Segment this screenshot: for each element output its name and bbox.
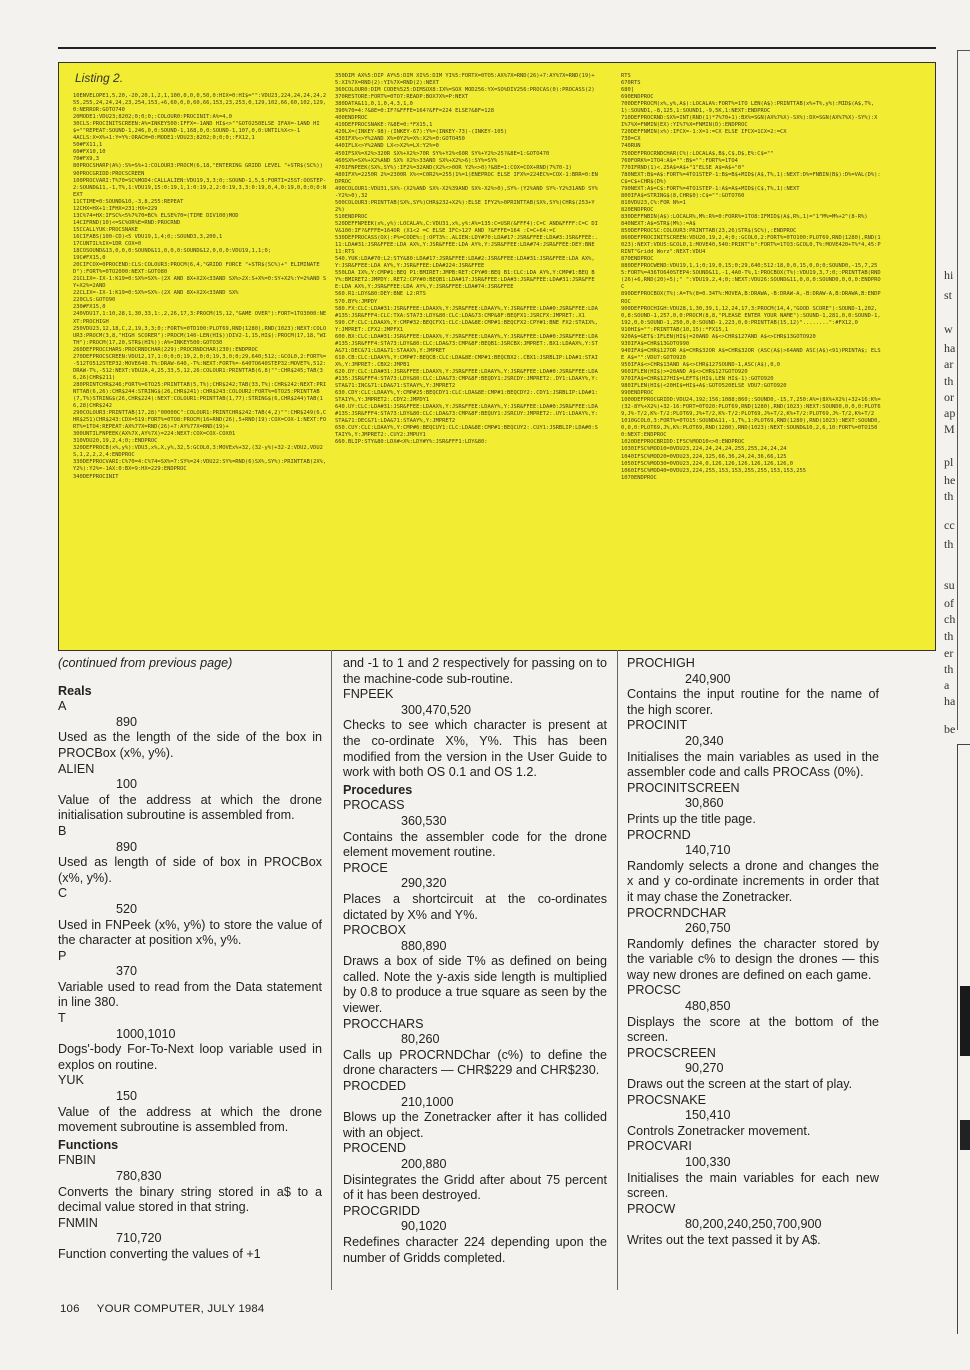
entry-name: PROCGRIDD xyxy=(343,1203,420,1218)
adjacent-text-fragment: ar xyxy=(944,357,954,371)
adjacent-text-fragment: st xyxy=(944,288,953,302)
entry-description: Controls Zonetracker movement. xyxy=(627,1123,811,1138)
entry-name: PROCSC xyxy=(627,983,681,998)
entry-line-numbers: 300,470,520 xyxy=(401,702,472,717)
listing-line: 590.CF:CLC:LDAAX%,Y:CMP#32:BEQCFX1:CLC:LDA&8E:CMP#1:BEQCFX2:CPY#1:BNE FX2:STAIX%,Y:JMPRET:.CFX2:JMPFX1 xyxy=(335,319,598,333)
entry-line-numbers: 480,850 xyxy=(685,999,731,1014)
entry-description: Writes out the text passed it by A$. xyxy=(627,1232,821,1247)
entry-name: PROCVARI xyxy=(627,1139,692,1154)
listing-title: Listing 2. xyxy=(75,71,124,85)
listing-line: 16CIFABS(100-CD)<5 VDU19,1,4;0;:SOUND3,3,200,1 xyxy=(73,233,223,240)
entry-name: PROCINIT xyxy=(627,718,688,733)
listing-line: 440IFLX<>Y%2AND LX<>X2%=LX:Y2%=0 xyxy=(335,143,439,150)
listing-line: 280PRINTCHR$246;FORT%=6TO25:PRINTTAB(5,T%);CHR$242;TAB(33,T%):CHR$242:NEXT:PRINTTAB(6,26):CHR$244:STRING$(26,CHR$241):CHR$243:COLOUR2:FORT%=6TO25:PRINTTAB(7,T%)STRING$(26,CHR$224):NEXT:COLOUR1:PRINTTAB(1,77):STRING$(6,CHR$244)TAB(16,28)CHR$242 xyxy=(73,381,327,410)
variable-entry xyxy=(58,949,322,1011)
column-rule-1 xyxy=(331,650,332,1290)
listing-line: 620.DY:CLC:LDA#31:JSR&FFEE:LDAAX%,Y:JSR&FFEE:LDAAY%,Y:JSR&FFEE:LDA#0:JSR&FFEE:LDA#135:JSR&FFF4:STA73:LDY&80:CLC:LDA&73:CMP&8F:BEQDY1:JSRCDY:JMPRET2:.DY1:LDAAY%,Y:STA&71:INC&71:LDA&71:STAAY%,Y:JMPRET2 xyxy=(335,368,598,390)
entry-description: Randomly selects a drone and changes the x and y co-ordinate increments in order that it may chase the Zonetracker. xyxy=(627,858,879,904)
entry-description: Draws a box of side T% as defined on being called. Note the y-axis side length is multiplied by 0.8 to produce a true square as seen by the viewer. xyxy=(343,954,607,1016)
listing-line: 600.BX:CLC:LDA#31:JSR&FFEE:LDAAX%,Y:JSR&FFEE:LDAAY%,Y:JSR&FFEE:LDA#0:JSR&FFEE:LDA#135:JSR&FFF4:STA73:LDY&80:CLC:LDA&73:CMP&8F:BEQB1:JSRCBX:JMPRET:.BX1:LDAAX%,Y:STA&71:DEC&71:LDA&71:STAAX%,Y:JMPRET xyxy=(335,333,598,354)
text-column-1 xyxy=(58,656,322,1263)
listing-line: 420LX=(INKEY-98)-(INKEY-67):Y%=(INKEY-73)-(INKEY-105) xyxy=(335,129,508,136)
listing-line: 530DEFPROCASS(OX):P%=CODE%:[:OPT3%:.ALIEN:LDY#70:LDA#17:JSR&FFEE:LDA#3:JSR&FFEE:.11:LDA#31:JSR&FFEE:LDA AX%,Y:JSR&FFEE:LDA AY%,Y:JSR&FFEE:LDA#74:JSR&FFEE:DEY:BNE 11:RTS xyxy=(335,235,598,256)
entry-name: PROCCHARS xyxy=(343,1016,424,1031)
column-rule-2 xyxy=(617,650,618,1290)
adjacent-text-fragment: pl xyxy=(944,455,954,469)
entry-description: Draws out the screen at the start of play. xyxy=(627,1077,853,1092)
listing-line: 960IFLEN(HI$)>=20AND A$<>CHR$127GOTO920 xyxy=(621,368,748,375)
continued-note: (continued from previous page) xyxy=(58,656,233,670)
variable-entry xyxy=(627,906,879,984)
listing-line: 790NEXT:A$=C$:FORT%=4TO1STEP-1:A$=A$+MID$(C$,T%,1):NEXT xyxy=(621,185,800,192)
entry-name: B xyxy=(58,823,67,838)
listing-line: 490COLOUR1:VDU31,SX%-(X2%AND SX%-X2%39AND SX%-X2%>0),SY%-(Y2%AND SY%-Y2%31AND SY%-Y2%>0),32 xyxy=(335,185,598,199)
entry-description: Places a shortcircuit at the co-ordinates dictated by X% and Y%. xyxy=(343,891,607,922)
listing-line: 100PROCVARI:T%70=SC%MOD4:CALLALIEN:VDU19,3,3;0;:SOUND-1,5,5:FORTI=25ST:OOSTEP-2:SOUND&11,-1,T%,1:VDU19,15:0:19,1,1:0:19,2,2:0:19,3,3:0:19,0,4,0:19,0,0;0;0:NEXT xyxy=(73,177,327,198)
adjacent-text-fragment: be xyxy=(944,722,956,736)
listing-line: 1020DEFPROCBRIDD:IFSC%MOD10<>0:ENDPROC xyxy=(621,439,745,446)
entry-line-numbers: 360,530 xyxy=(401,813,447,828)
entry-name: PROCSNAKE xyxy=(627,1092,707,1107)
variable-list-1 xyxy=(58,684,322,1263)
listing-line: 350DIM AX%5:DIP AY%5:DIM XI%5:DIM YI%5:FORTX=0TO5:AX%7X=RND(26)+7:AY%7X=RND(19)+5:XI%7X=RND(2):YI%7X=RND(2):NEXT xyxy=(335,73,595,87)
listing-line: 20MODE1:VDU23;8202;0;0;0;:COLOUR0:PROCINIT:A%=4,0 xyxy=(73,114,233,121)
entry-description: Displays the score at the bottom of the screen. xyxy=(627,1014,879,1045)
section-heading: Reals xyxy=(58,683,92,698)
adjacent-text-fragment: ch xyxy=(944,612,956,626)
adjacent-text-fragment: th xyxy=(944,489,954,503)
entry-description: Contains the assembler code for the drone element movement routine. xyxy=(343,829,607,860)
listing-line: 260DEFPROCCHARS:PROCRNDCHAR(229):PROCRNDCHAR(230):ENDPROC xyxy=(73,346,258,353)
listing-line: 830DEFFNBIN(A$):LOCALR%,M%:R%=0:FORR%=1TO8:IFMID$(A$,R%,1)="1"M%=M%+2^(8-R%) xyxy=(621,213,868,220)
listing-line: 740RUN xyxy=(621,143,641,150)
listing-line: 330DEFPROCVARI:C%70=4:C%74=SX%=7:SY%=24:VDU22:SY%=RND(6)SX%,SY%):PRINTTAB(2X%,Y2%):Y2%=-1AX:0:BX=9:HX=229:ENDPROC xyxy=(73,459,327,473)
listing-line: 11CTIME=0:SOUND&10,-3,8,255:REPEAT xyxy=(73,198,184,205)
entry-name: FNMIN xyxy=(58,1215,98,1230)
listing-line: 270DEFPROCSCREEN:VDU12,17,1:0;0;0;19,2,0;0;19,3,0;0;29,640;512;:GCOL0,2:FORT%=-512TO512STEP32:MOVE640.T%:DRAW-640,-T%:NEXT:FORT%=-640TO640STEP32:MOVET%,512:DRAW-T%,-512:NEXT:VDU2A,4,25,33,5,12,26:COLOUR1:PRINTTAB(6,8)"":CHR$245;TAB(36,26)CHR$211) xyxy=(73,353,327,381)
entry-name: P xyxy=(58,948,67,963)
listing-line: 13C%74=HX:IFSC%<5%7%70=BC% ELSE%70=(TIME DIV100)MOD xyxy=(73,212,239,219)
adjacent-dark-block-2 xyxy=(960,1120,970,1150)
adjacent-text-fragment: ha xyxy=(944,694,956,708)
listing-line: 970IFA$=CHR$127HI$=LEFT$(HI$,LEN HI$-1):GOTO920 xyxy=(621,376,774,383)
variable-entry xyxy=(58,1216,322,1263)
page-footer xyxy=(60,1303,264,1315)
listing-line: 20CIFCOX=0PROCEND:CLS:COLOUR3:PROCM(6,4,"GRIDD FORCE "+STR$(SC%)+" ELIMINATED"):FORT%=0TO2000:NEXT:GOTO80 xyxy=(73,262,320,276)
variable-entry xyxy=(343,1204,607,1266)
listing-line: 820ENDPROC xyxy=(621,206,654,213)
adjacent-text-fragment: ha xyxy=(944,341,956,355)
adjacent-text-fragment: or xyxy=(944,390,954,404)
entry-line-numbers: 260,750 xyxy=(685,921,731,936)
variable-entry xyxy=(627,1139,879,1201)
entry-line-numbers: 210,1000 xyxy=(401,1094,454,1109)
listing-line: 320DEFPROCB(x%,y%):VDU3,x%,X,y%,32,5:GCOL0,3:MOVEx%+32,(32-y%)+32-2:VDU2,VDU2S,1,2,2,2,4:ENDPROC xyxy=(73,445,323,459)
entry-name: PROCASS xyxy=(343,798,405,813)
listing-line: 50#FX11,1 xyxy=(73,142,103,149)
listing-line: 690ENDPROC xyxy=(621,94,654,101)
entry-name: FNPEEK xyxy=(343,687,394,702)
listing-line: 670RTS xyxy=(621,80,641,87)
listing-column-2 xyxy=(335,73,599,644)
listing-line: 30CLS:PROCINITSCREEN:A%=INKEY500:IFFX=-1AND HI$<>""GOTO250ELSE IFAX=-1AND HI$=""REPEAT:SOUND-1,246,0,0:SOUND-1,168,0,0:SOUND-1,107,0,0:UNTIL%X<>-1 xyxy=(73,121,320,135)
listing-line: 800IFA$=STRING$(8,CHR$0):C$="":GOTO760 xyxy=(621,192,745,199)
listing-line: 460SX%=SX%+X2%AND SX% X2%>33AND SX%+X2%>6):SY%=SY% xyxy=(335,157,498,164)
entry-line-numbers: 880,890 xyxy=(401,938,447,953)
listing-line: 860DEFPROCINITSCREEN:VDU20,19,2,4;0;:GCOL0,2:FORT%=0TO100:PLOT69,RND(1280),RND(1023):NEXT:VDU5:GCOL0,1:MOVE40,540:PRINT"b":FORT%=1TO3:GCOL0,T%:MOVE420+T%*4,45:PRINT"Gridd Worz":NEXT:VDU4 xyxy=(621,235,881,256)
listing-line: 710DEFPROCRND:SX%=INT(RND(1)*7%70+1):BX%=SGN(AX%7%X)-SX%):DX=SGN(AX%7%X)-SY%):XI%7%X=FNMIN(EX):YI%7%X=FNMIN(D):ENDPROC xyxy=(621,115,878,129)
entry-description: Checks to see which character is present at the co-ordinate X%, Y%. This has been modified from the version in the User Guide to work with both OS 0.1 and OS 1.2. xyxy=(343,718,607,780)
adjacent-page-edge xyxy=(943,0,970,1370)
adjacent-text-fragment: hi xyxy=(944,268,954,282)
variable-entry xyxy=(58,1153,322,1215)
listing-line: 760FORK%=1TO4:A$="":B$="":FORT%=1TO4 xyxy=(621,157,738,164)
entry-name: PROCRND xyxy=(627,827,691,842)
listing-line: 1010GCOL0,3:FORT%=0TO15:SOUND&11,-1,T%,1:PLOT69,RND(1280),RND(1023):NEXT:SOUND0,0,0,0:PLOT69,J%,K%:PLOT69,RND(1280),RND(1023):NEXT:SOUND&10,2,6,10:FORT%=0TO1500:NEXT:ENDPROC xyxy=(621,418,881,439)
entry-line-numbers: 520 xyxy=(116,901,138,916)
adjacent-text-fragment: he xyxy=(944,473,956,487)
listing-line: 80PROCSHARP(A%):S%=S%+1:COLOUR3:PROCM(6,18,"ENTERING GRIDD LEVEL "+STR$(SC%)) xyxy=(73,163,323,170)
listing-line: 950IFA$<>CHR$13AND A$<>CHR$127SOUND-1,ASC(A$),0,0 xyxy=(621,361,781,368)
entry-line-numbers: 290,320 xyxy=(401,876,447,891)
listing-line: 700DEFPROCM(x%,y%,A$):LOCALA%:FORT%=1TO LEN(A$):PRINTTAB(x%+T%,y%):MID$(A$,T%,1):SOUND1,-8,125,1:SOUND1,-9,5K,1:NEXT:ENDPROC xyxy=(621,101,875,115)
adjacent-text-fragment: a xyxy=(944,678,950,692)
entry-description: Redefines character 224 depending upon the number of Gridds completed. xyxy=(343,1234,607,1265)
page-number: 106 xyxy=(60,1303,80,1315)
listing-line: 250VDU23,12,18,C,2,19,3,3;0;:FORT%=0TD100:PLOT69,RND(1280),RND(1023):NEXT:COLOUR3:PROCM(3,8,"HIGH SCORER"):PROCM(140-LEN(HI$))DIV2-1,15,HI$):PROCM(17,18,"WITH"):PROCM(17,20,STR$(HI%)):A%=INKEY500:GOTO30 xyxy=(73,325,327,346)
variable-entry xyxy=(343,923,607,1017)
variable-entry xyxy=(58,1011,322,1073)
variable-entry xyxy=(58,824,322,886)
entry-line-numbers: 90,1020 xyxy=(401,1219,447,1234)
listing-line: 630.CDY:CLC:LDAAY%,Y:CMP#25:BEQCDY1:CLC:LDA&8E:CMP#1:BEQCDY2:.CDY1:JSRBLIP:LDA#1:STAIY%,Y:JMPRET2:.CDY2:JMPDY1 xyxy=(335,390,598,404)
entry-line-numbers: 150,410 xyxy=(685,1108,731,1123)
entry-line-numbers: 240,900 xyxy=(685,671,731,686)
entry-line-numbers: 80,200,240,250,700,900 xyxy=(685,1217,822,1232)
listing-2-box xyxy=(58,62,936,651)
adjacent-text-fragment: er xyxy=(944,646,954,660)
listing-line: 310VDU20,19,2,4;0;:ENDPROC xyxy=(73,438,158,445)
variable-entry xyxy=(627,656,879,718)
listing-line: 730=CX xyxy=(621,136,641,143)
entry-description: Value of the address at which the drone initialisation subroutine is assembled from. xyxy=(58,792,322,823)
entry-line-numbers: 890 xyxy=(116,714,138,729)
entry-name: A xyxy=(58,699,67,714)
variable-entry xyxy=(627,983,879,1045)
entry-name: PROCHIGH xyxy=(627,656,695,670)
listing-line: 560.R1:LDY&80:DEY:BNE L2:RTS xyxy=(335,291,426,298)
adjacent-text-fragment: th xyxy=(944,629,954,643)
adjacent-text-fragment: th xyxy=(944,537,954,551)
listing-line: 510ENDPROC xyxy=(335,213,368,220)
text-column-3 xyxy=(627,656,879,1249)
entry-description: Contains the input routine for the name of the high scorer. xyxy=(627,687,879,717)
listing-line: 60#FX10,10 xyxy=(73,149,106,156)
entry-name: C xyxy=(58,886,68,901)
listing-line: 480IFX%=2250R 2%=2300R X%<=C0R2%=255(1%=1)ENEPROC ELSE IFX%=224EC%=COX-1:BRR=0:ENDPROC xyxy=(335,171,598,185)
entry-description: Variable used to read from the Data statement in line 380. xyxy=(58,979,322,1010)
listing-line: 910HI$="":PRINTTAB(10,15):*FX15,1 xyxy=(621,326,729,333)
listing-line: 240VDU17,1:10,28,1,30,33,1:,2,26,17,3:PROCM(15,12,"GAME OVER"):FORT=1TO3000:NEXT:PROCHIGH xyxy=(73,311,327,325)
entry-name: PROCINITSCREEN xyxy=(627,780,740,795)
listing-line: 930IFA$=CHR$13GOTO990 xyxy=(621,340,690,347)
entry-line-numbers: 890 xyxy=(116,839,138,854)
listing-line: 15CCALLYUK:PROCSNAKE xyxy=(73,226,138,233)
entry-name: PROCE xyxy=(343,860,388,875)
entry-name: FNBIN xyxy=(58,1153,96,1168)
variable-entry xyxy=(343,687,607,781)
listing-line: 810VDU23,C%:FOR N%=1 xyxy=(621,199,686,206)
listing-line: 1050IFSC%MOD30=0VDU23,224,0,126,126,126,126,126,126,0 xyxy=(621,460,794,467)
section-heading: Procedures xyxy=(343,782,413,797)
listing-line: 380DATA&11,0,1,0,4,3,1,0 xyxy=(335,101,413,108)
entry-line-numbers: 100 xyxy=(116,777,138,792)
listing-line: 840NEXT:A$=STR$(M%):=A$ xyxy=(621,220,696,227)
variable-entry xyxy=(627,718,879,780)
entry-name: T xyxy=(58,1011,66,1026)
entry-description: Calls up PROCRNDChar (c%) to define the drone characters — CHR$229 and CHR$230. xyxy=(343,1047,607,1078)
listing-line: 980IFLEN(HI$)<20HI$=HI$+A$:GOTO520ELSE VDU7:GOTO920 xyxy=(621,383,787,390)
entry-line-numbers: 370 xyxy=(116,964,138,979)
listing-line: 850DEFPROCSC:COLOUR3:PRINTTAB(23,26)STR$(SC%),:ENDPROC xyxy=(621,228,797,235)
listing-line: 410DEFPROCSNAKE:?&8E=0:*FX15,1 xyxy=(335,122,433,129)
listing-line: 390%70=4:?&8E=0:IF?&FFFE=164?&FF=224 ELSE?&8F=128 xyxy=(335,108,495,115)
listing-line: 18COSOUND&13,0,0,0:SOUND&11,0,0,0:SOUND&12,0,0,0:VDU19,1,1;0; xyxy=(73,248,271,255)
adjacent-text-fragment: th xyxy=(944,662,954,676)
entry-name: PROCRNDCHAR xyxy=(627,905,727,920)
adjacent-frame-top xyxy=(957,50,970,730)
listing-line: 22CLIX=-IX-1:K19=0:SX%=SX%-(2X AND 8X+X2X<33AND SX% xyxy=(73,290,239,297)
adjacent-dark-block xyxy=(960,986,970,1056)
listing-line: 550LDA IX%,Y:CMP#1:BEQ P1:BMIRET:JMPB:RET:CPY#0:BEQ B1:CLC:LDA AY%,Y:CMP#1:BEQ BY%:BMIRET2:JMPDY:.RET2:CPY#0:BEQB1:LDA#17:JSR&FFEE:LDA#3:JSR&FFEE:LDA#31:JSR&FFEE:LDA AX%,Y:JSR&FFEE:LDA AY%,Y:JSR&FFEE:LDA#74:JSR&FFEE xyxy=(335,270,595,291)
listing-line: 19C#FX15,0 xyxy=(73,255,106,262)
adjacent-text-fragment: M xyxy=(944,422,955,436)
entry-description: Randomly defines the character stored by the variable c% to design the drones — this way new drones are defined on each game. xyxy=(627,936,879,982)
entry-description: Used in FNPeek (x%, y%) to store the value of the character at position x%, y%. xyxy=(58,917,322,948)
entry-description: Disintegrates the Gridd after about 75 percent of it has been destroyed. xyxy=(343,1172,607,1203)
entry-description: Function converting the values of +1 xyxy=(58,1246,261,1261)
top-rule xyxy=(58,47,936,49)
listing-line: 880DEFPROCWEND:VDU19,1,1;0;19,0,15;0;29,640;512:18,0,0,15,0,0;0;SOUND0,-15,7,255:FORT%=436TO640STEP4:SOUND&11,-1,4A0-T%,1:PROCBOX(T%):VDU19,3,7;0;:PRINTTAB(RND(26)+6,RND(20)+5);" ":VDU19,2,4;0;:NEXT:VDU26:SOUND&11,0,0,0:SOUND0,0,0,0:ENDPROC xyxy=(621,263,881,291)
listing-line: 920A$=GET$:IFLEN(HI$)=20AND A$<>CHR$127AND A$<>CHR$13GOTO920 xyxy=(621,333,816,340)
listing-line: 610.CB:CLC:LDAAY%,Y:CMP#7:BEQCB:CLC:LDA&8E:CMP#1:BEQCBX2:.CBX1:JSRBLIP:LDA#1:STAIX%,Y:JMPRET:.CBX2:JMPB1 xyxy=(335,354,598,368)
text-column-2 xyxy=(343,656,607,1266)
variable-entry xyxy=(343,798,607,860)
listing-line: 4ACLS:X=X%+1:Y=Y%:ORACH=0:MODE1:VDU23;8202;0;0;0;:FX12,1 xyxy=(73,135,255,142)
variable-entry xyxy=(343,1079,607,1141)
entry-line-numbers: 80,260 xyxy=(401,1032,440,1047)
entry-line-numbers: 200,880 xyxy=(401,1157,447,1171)
listing-line: 17CUNTIL%IX=1DR COX=0 xyxy=(73,240,142,247)
listing-line: 640.UY:CLC:LDA#31:JSR&FFEE:LDAAX%,Y:JSR&FFEE:LDAAY%,Y:JSR&FFEE:LDA#0:JSR&FFEE:LDA#135:JSR&FFF4:STA73:LDY&80:CLC:LDA&73:CMP&8F:BEQUY1:JSRCUY:JMPRET2:.UY1:LDAAY%,Y:STA&71:DEC&71:LDA&71:STAAY%,Y:JMPRET2 xyxy=(335,404,598,425)
listing-line: 400ENDPROC xyxy=(335,115,368,122)
entry-name: PROCW xyxy=(627,1201,676,1216)
variable-entry xyxy=(343,861,607,923)
variable-entry xyxy=(627,828,879,906)
listing-column-1 xyxy=(73,93,329,644)
entry-name: PROCDED xyxy=(343,1079,406,1094)
entry-description: Used as the length of the side of the box in PROCBox (x%, y%). xyxy=(58,730,322,760)
entry-description: Value of the address at which the drone movement subroutine is assembled from. xyxy=(58,1104,322,1135)
listing-line: 580.FX:CLC:LDA#31:JSR&FFEE:LDAAX%,Y:JSR&FFEE:LDAAY%,Y:JSR&FFEE:LDA#0:JSR&FFEE:LDA#135:JSR&FFF4:CLC:TXA:STA73:LDY&80:CLC:LDA&73:CMP&8F:BEQFX1:JSRCFX:JMPRET:.X1 xyxy=(335,305,598,319)
entry-description: Initialises the main variables as used in the assembler code and calls PROCAss (0%). xyxy=(627,749,879,780)
listing-line: 90PROCGRIDD:PROCSCREEN xyxy=(73,170,145,177)
entry-name: PROCSCREEN xyxy=(627,1045,716,1060)
entry-description: and -1 to 1 and 2 respectively for passing on to the machine-code sub-routine. xyxy=(343,656,607,686)
listing-line: 340DEFPROCINIT xyxy=(73,473,119,480)
variable-entry xyxy=(58,1073,322,1135)
entry-description: Blows up the Zonetracker after it has collided with an object. xyxy=(343,1110,607,1140)
variable-entry xyxy=(343,1141,607,1203)
listing-line: 1000DEFPROCGRIDD:VDU24,192;156;1088;860;:SOUND0,-15,7,250:A%=(8X%+X2%)+32+16:K%=(32-8Y%+X2%)+32-16:FORT=0TO20:PLOT69,RND(1280),RND(1023):NEXT:SOUND0,0,0,0:PLOT69,J%-T/2,K%-T/2:PLOT69,J%+T/2,K%-T/2:PLOT69,J%+T/2,K%+T/2:PLOT69,J%-T/2,K%+T/2 xyxy=(621,397,881,418)
adjacent-text-fragment: cc xyxy=(944,518,955,532)
entry-line-numbers: 150 xyxy=(116,1089,138,1104)
listing-line: 370RESTORE:FORT%=0TO7:READP:BOX7X%=P:NEXT xyxy=(335,94,469,101)
variable-entry xyxy=(627,1202,879,1249)
entry-name: YUK xyxy=(58,1073,84,1088)
adjacent-text-fragment: w xyxy=(944,322,953,336)
magazine-masthead: YOUR COMPUTER, JULY 1984 xyxy=(96,1303,265,1315)
entry-line-numbers: 140,710 xyxy=(685,843,731,858)
listing-line: 21CLIX=-IX-1:K19=0:SX%=SX%-(2X AND 8X+X2X<33AND SX%>2X:S+X%=0:SY+X2%:Y=2%AND SY+X2%=2AND xyxy=(73,276,327,290)
listing-line: 680] xyxy=(621,87,634,94)
listing-line: 990ENDPROC xyxy=(621,390,654,397)
entry-line-numbers: 20,340 xyxy=(685,733,724,748)
listing-line: 1030IFSC%MOD10=0VDU23,224,24,24,24,255,255,24,24,24 xyxy=(621,446,787,453)
listing-line: 450IFSX%=X2%>320R SX%+X2%>70R SY%+Y2%<60R SY%+Y2%>25?&8E=1:GOTO470 xyxy=(335,150,550,157)
listing-column-3 xyxy=(621,73,883,644)
listing-line: 300UNTILFNPEEK(AX%7X,AY%7X)=224:NEXT:COX=COX-COX01 xyxy=(73,431,236,438)
entry-line-numbers: 90,270 xyxy=(685,1061,724,1076)
adjacent-text-fragment: ap xyxy=(944,406,956,420)
listing-line: 12CHX=HX+1:IFHX=231:HX=229 xyxy=(73,205,158,212)
variable-entry xyxy=(58,699,322,761)
entry-description: Dogs'-body For-To-Next loop variable used in explos on routine. xyxy=(58,1042,322,1072)
entry-description: Prints up the title page. xyxy=(627,811,756,826)
listing-line: 500COLOUR3:PRINTTAB(SX%,SY%)CHR$232+X2%):ELSE IFY2%>0PRINTTAB(SX%,SY%)CHR$(253+Y2%) xyxy=(335,199,595,213)
listing-line: 290COLOUR3:PRINTTAB(17,28)"00000C":COLOUR1:PRINTCHR$242:TAB(4,2)"":CHR$249(6,CHR$251)CHR$243:CDX=519:FORT%=0TO8:PROCM(16+RND(26),5+RND(19):COX=COX-1:NEXT:FORT%=1TO4:REPEAT:AX%77X=RND(26)+7:AY%77X=RND(19)+ xyxy=(73,410,327,431)
entry-name: PROCEND xyxy=(343,1141,406,1156)
listing-line: 430IFX%<>Y%2AND X%=0Y2%=X%:X2%=0:GOTO450 xyxy=(335,136,465,143)
listing-line: 750DEFPROCRNDCHAR(C%):LOCALA$,B$,C$,D$,E%:C$="" xyxy=(621,150,774,157)
listing-line: 890DEFPROCBOX(T%):A=T%(8=0.34T%:MOVEA,B:DRAWA,-B:DRAW-A,-B:DRAW-A,B:DRAWA,B:ENDPROC xyxy=(621,291,881,305)
entry-line-numbers: 1000,1010 xyxy=(116,1026,176,1041)
listing-line: 660.BLIP:STY&80:LDX#<X%:LDY#Y%:JSR&FFF1:LDY&80: xyxy=(335,439,488,446)
listing-line: 230#FX15,0 xyxy=(73,304,106,311)
entry-line-numbers: 30,860 xyxy=(685,796,724,811)
listing-line: 70#FX9,3 xyxy=(73,156,99,163)
listing-line: 570.BY%:JMPDY xyxy=(335,298,378,305)
listing-line: 770IFRND(1)<.25A$=A$+"1"ELSE A$=A$+"0" xyxy=(621,164,745,171)
variable-entry xyxy=(343,1017,607,1079)
listing-line: 940IFA$=CHR$127OR A$=CHR$32OR A$=CHR$32OR (ASC(A$)>64AND ASC(A$)<91)PRINTA$; ELSE A$="":VDU7:GOTO920 xyxy=(621,347,881,361)
entry-description: Used as length of side of box in PROCBox (x%, y%). xyxy=(58,855,322,885)
listing-line: 1040IFSC%MOD20=0VDU23,224,125,66,36,24,24,36,66,125 xyxy=(621,453,787,460)
listing-line: 14CIFRND(10)<=SC%OR%E=RND:PROCRND xyxy=(73,219,181,226)
listing-line: 900DEFPROCHIGH:VDU28,1,30,39,1,12,24,17,3:PROCM(14,4,"GOOD SCORE"):SOUND-1,202,0,8:SOUND-1,257,0,0:PROCM(8,8,"PLEASE ENTER YOUR NAME"):SOUND-1,281,0,0:SOUND-1,192,0,0:SOUND-1,250,0,0:SOUND-1,223,0,0:PRINTTAB(15,12)"........":#FX12,0 xyxy=(621,305,881,326)
listing-line: 540.YUK:LDA#70:L2:STY&80:LDA#17:JSR&FFEE:LDA#2:JSR&FFEE:LDA#31:JSR&FFEE:LDA AX%,Y:JSR&FFEE:LDA AY%,Y:JSR&FFEE:LDA#224:JSR&FFEE xyxy=(335,256,595,270)
adjacent-text-fragment: of xyxy=(944,596,954,610)
listing-line: RTS xyxy=(621,73,631,79)
listing-line: 650.CUY:CLC:LDAAY%,Y:CMP#6:BEQCUY1:CLC:LDA&8E:CMP#1:BEQCUY2:.CUY1:JSRBLIP:LDA#0:STAIY%,Y:JMPRET2:.CUY2:JMPUY1 xyxy=(335,425,598,439)
variable-entry xyxy=(627,1046,879,1093)
listing-line: 220CLS:GOTO90 xyxy=(73,297,116,304)
entry-name: ALIEN xyxy=(58,761,95,776)
listing-line: 1070ENDPROC xyxy=(621,474,657,481)
listing-line: 780NEXT:B$=A$:FORT%=4TO1STEP-1:B$=B$+MID$(A$,T%,1):NEXT:D%=FNBIN(B$):D%=VAL(D%):C$=C$+CHR$(D%) xyxy=(621,171,881,185)
listing-line: 1060IFSC%MOD40=0VDU23,224,255,153,153,255,255,153,153,255 xyxy=(621,467,806,474)
section-heading: Functions xyxy=(58,1137,119,1152)
entry-line-numbers: 710,720 xyxy=(116,1231,162,1246)
listing-line: 720DEFFNMIN(x%):IFCX=-1:X=1:=CX ELSE IFCX=1CX=2:=CX xyxy=(621,129,787,136)
adjacent-text-fragment: su xyxy=(944,578,955,592)
listing-line: 470IFNPEEK(SX%,SY%):IF2%=32AND(X2%<>0OR Y2%<>0)?&8E=1:COX=COX+RND(7%70-1) xyxy=(335,164,572,171)
adjacent-text-fragment: th xyxy=(944,374,954,388)
variable-entry xyxy=(58,886,322,948)
entry-description: Converts the binary string stored in a$ to a decimal value stored in that string. xyxy=(58,1184,322,1215)
variable-entry xyxy=(627,781,879,828)
listing-line: 870ENDPROC xyxy=(621,256,654,263)
listing-line: 520DEFFNPEEK(x%,y%):LOCALA%,C:VDU31,x%,y%:A%=135:C=USR(&FFF4):C=C AND&FFFF:C=C DIV&100:IF?&FFFE=164OR (X1<2 =C ELSE IFC>127 AND ?&FFFE=164 :C=C+64:=C xyxy=(335,220,598,235)
entry-line-numbers: 780,830 xyxy=(116,1169,162,1183)
entry-description: Initialises the main variables for each new screen. xyxy=(627,1170,879,1201)
listing-line: 360COLOUR0:DIM CODE%525:DIMSOX8:IX%=SOX MOD256:YX=SO%DIV256:PROCAS(0):PROCASS(2) xyxy=(335,87,595,94)
variable-entry xyxy=(58,762,322,824)
listing-line: 10ENVELOPE1,5,20,-20,20,1,2,1,100,0,0,0,50,0:HIX=0:HI$="":VDU23,224,24,24,24,255,255,24,24,24,23,254,153,+6,60,0,0,60,66,153,23,253,0,129,102,66,60,102,129,0:NERROR:GOTO740 xyxy=(73,93,327,114)
entry-name: PROCBOX xyxy=(343,923,406,938)
variable-entry xyxy=(627,1093,879,1140)
entry-line-numbers: 100,330 xyxy=(685,1155,731,1169)
